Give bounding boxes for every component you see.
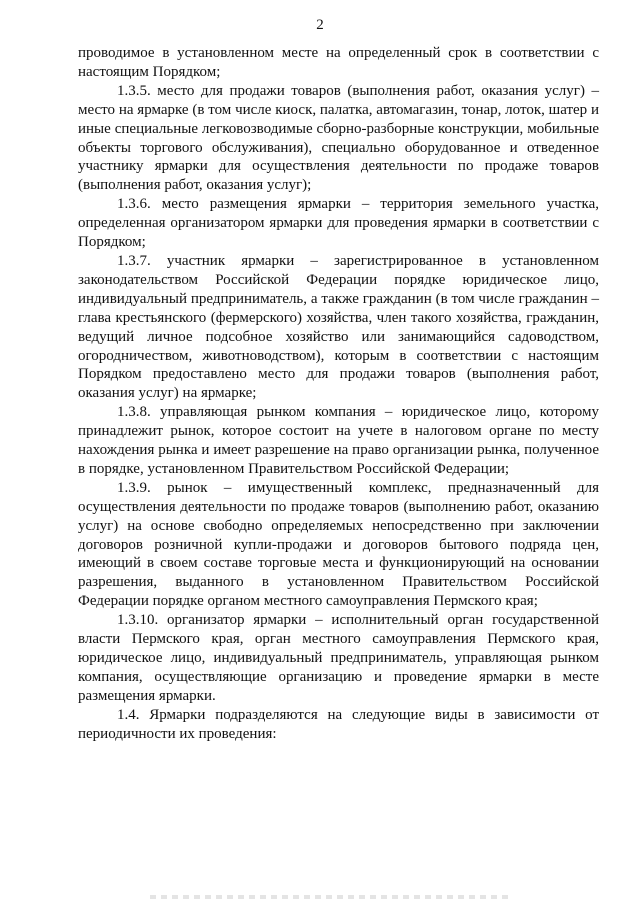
paragraph-1-3-10: 1.3.10. организатор ярмарки – исполнительный орган государственной власти Пермского края, орган местного самоуправления Пермского края, юридическое лицо, индивидуальный предприниматель, управляющая рынком компания, осуществляющие организацию и проведение ярмарки в месте размещения ярмарки.: [78, 612, 599, 704]
document-body: [78, 44, 599, 744]
page-number: 2: [316, 17, 324, 33]
paragraph-1-3-9: 1.3.9. рынок – имущественный комплекс, предназначенный для осуществления деятельности по продаже товаров (выполнению работ, оказанию услуг) на основе свободно определяемых непосредственно при заключении договоров розничной купли-продажи и договоров бытового подряда цен, имеющий в своем составе торговые места и функционирующий на основании разрешения, выданного в установленном Правительством Российской Федерации порядке органом местного самоуправления Пермского края;: [78, 479, 599, 610]
paragraph-1-3-6: 1.3.6. место размещения ярмарки – территория земельного участка, определенная организатором ярмарки для проведения ярмарки в соответствии с Порядком;: [78, 196, 599, 251]
paragraph-1-3-5: 1.3.5. место для продажи товаров (выполнения работ, оказания услуг) – место на ярмарке (в том числе киоск, палатка, автомагазин, тонар, лоток, шатер и иные специальные легковозводимые сборно-разборные конструкции, мобильные объекты торгового обслуживания), специально оборудованное и отведенное участнику ярмарки для осуществления деятельности по продаже товаров (выполнения работ, оказания услуг);: [78, 82, 599, 194]
paragraph-1-3-8: 1.3.8. управляющая рынком компания – юридическое лицо, которому принадлежит рынок, которое состоит на учете в налоговом органе по месту нахождения рынка и имеет разрешение на право организации рынка, полученное в порядке, установленном Правительством Российской Федерации;: [78, 404, 599, 477]
scan-artifact: [150, 895, 510, 899]
paragraph-continuation: проводимое в установленном месте на определенный срок в соответствии с настоящим Порядком;: [78, 45, 599, 80]
paragraph-1-4: 1.4. Ярмарки подразделяются на следующие виды в зависимости от периодичности их проведения:: [78, 706, 599, 742]
paragraph-1-3-7: 1.3.7. участник ярмарки – зарегистрированное в установленном законодательством Российской Федерации порядке юридическое лицо, индивидуальный предприниматель, а также гражданин (в том числе гражданин – глава крестьянского (фермерского) хозяйства, член такого хозяйства, гражданин, ведущий личное подсобное хозяйство или занимающийся садоводством, огородничеством, животноводством), которым в соответствии с настоящим Порядком предоставлено место для продажи товаров (выполнения работ, оказания услуг) на ярмарке;: [78, 252, 599, 402]
